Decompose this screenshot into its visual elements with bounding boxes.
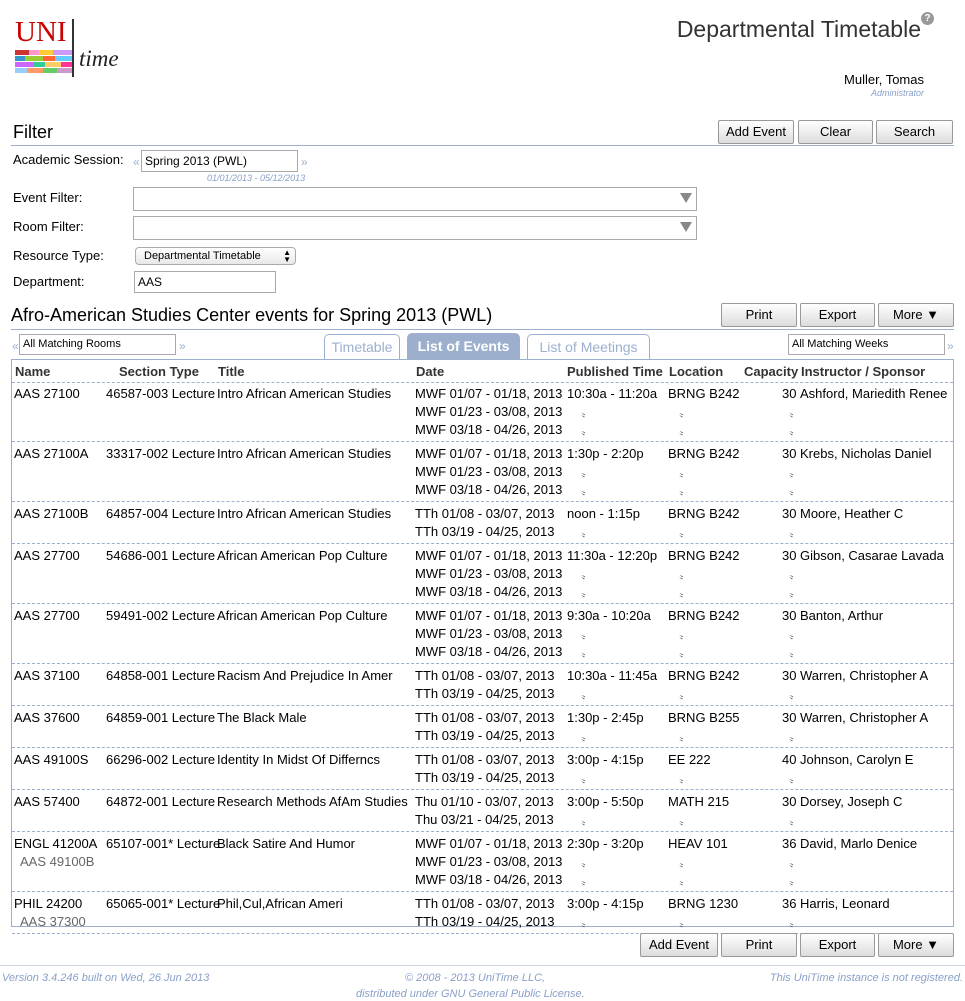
cell-section-type: 54686-001 Lecture (106, 548, 216, 563)
cell-title: Racism And Prejudice In Amer (217, 668, 393, 683)
table-row[interactable] (12, 383, 953, 442)
cell-name: AAS 27100A (14, 446, 89, 461)
ditto-mark: 〟 (581, 629, 592, 641)
add-event-label-bottom: Add Event (649, 937, 709, 952)
logo-time-text: time (79, 46, 119, 71)
table-row[interactable] (12, 791, 953, 832)
ditto-mark: 〟 (789, 485, 800, 497)
department-label: Department: (13, 274, 85, 289)
resource-type-select[interactable] (135, 247, 296, 265)
ditto-mark: 〟 (789, 731, 800, 743)
ditto-mark: 〟 (679, 917, 690, 929)
logo-divider (72, 19, 74, 77)
export-label: Export (818, 307, 857, 322)
col-section-type[interactable]: Section Type (119, 364, 199, 379)
cell-title: Research Methods AfAm Studies (217, 794, 408, 809)
table-row[interactable] (12, 833, 953, 892)
cell-time: 9:30a - 10:20a (567, 608, 651, 623)
cell-section-type: 65107-001* Lecture (106, 836, 221, 851)
cell-location: BRNG B242 (668, 668, 740, 683)
ditto-mark: 〟 (679, 407, 690, 419)
cell-section-type: 64858-001 Lecture (106, 668, 216, 683)
ditto-mark: 〟 (789, 917, 800, 929)
cell-title: Intro African American Studies (217, 386, 392, 401)
ditto-mark: 〟 (581, 467, 592, 479)
cell-date: TTh 03/19 - 04/25, 2013 (415, 914, 555, 929)
cell-location: BRNG B242 (668, 608, 740, 623)
event-filter-input[interactable] (133, 187, 697, 211)
cell-section-type: 46587-003 Lecture (106, 386, 216, 401)
cell-location: MATH 215 (668, 794, 730, 809)
ditto-mark: 〟 (679, 629, 690, 641)
session-field[interactable]: Spring 2013 (PWL) (141, 150, 298, 172)
session-dates: 01/01/2013 - 05/12/2013 (207, 173, 306, 183)
cell-date: TTh 01/08 - 03/07, 2013 (415, 896, 555, 911)
cell-time: 2:30p - 3:20p (567, 836, 644, 851)
cell-capacity: 30 (782, 710, 797, 725)
footer-registration[interactable]: This UniTime instance is not registered. (769, 972, 963, 984)
ditto-mark: 〟 (581, 527, 592, 539)
ditto-mark: 〟 (679, 467, 690, 479)
cell-date: TTh 01/08 - 03/07, 2013 (415, 506, 555, 521)
cell-instructor: Krebs, Nicholas Daniel (800, 446, 932, 461)
cell-capacity: 40 (782, 752, 797, 767)
ditto-mark: 〟 (581, 815, 592, 827)
footer-copyright[interactable]: © 2008 - 2013 UniTime LLC, (405, 972, 546, 984)
ditto-mark: 〟 (789, 425, 800, 437)
events-table (11, 359, 954, 927)
cell-time: 3:00p - 4:15p (567, 896, 644, 911)
room-filter-dropdown-icon[interactable] (680, 222, 692, 232)
session-next-arrow[interactable]: » (301, 155, 308, 169)
weeks-next-arrow[interactable]: » (947, 339, 954, 353)
cell-instructor: Warren, Christopher A (800, 668, 929, 683)
user-role: Administrator (870, 88, 924, 98)
event-filter-dropdown-icon[interactable] (680, 193, 692, 203)
ditto-mark: 〟 (581, 857, 592, 869)
cell-date: MWF 01/23 - 03/08, 2013 (415, 464, 563, 479)
cell-location: BRNG B242 (668, 548, 740, 563)
cell-location: HEAV 101 (668, 836, 728, 851)
print-button-top[interactable] (721, 303, 797, 327)
ditto-mark: 〟 (679, 425, 690, 437)
department-input[interactable]: AAS (134, 271, 276, 293)
clear-button[interactable] (798, 120, 873, 144)
add-event-label: Add Event (726, 124, 786, 139)
cell-title: African American Pop Culture (217, 548, 388, 563)
cell-capacity: 36 (782, 836, 797, 851)
rooms-select[interactable]: All Matching Rooms (19, 334, 176, 355)
cell-date: MWF 01/07 - 01/18, 2013 (415, 608, 563, 623)
cell-name: ENGL 41200A (14, 836, 98, 851)
cell-capacity: 30 (782, 668, 797, 683)
filter-header-line (11, 145, 954, 146)
cell-capacity: 30 (782, 548, 797, 563)
resource-type-value: Departmental Timetable (144, 250, 261, 262)
tab-list-of-events[interactable]: List of Events (407, 333, 520, 359)
ditto-mark: 〟 (789, 875, 800, 887)
ditto-mark: 〟 (581, 569, 592, 581)
cell-title: Phil,Cul,African Ameri (217, 896, 343, 911)
search-button[interactable] (876, 120, 953, 144)
ditto-mark: 〟 (679, 731, 690, 743)
cell-section-type: 59491-002 Lecture (106, 608, 216, 623)
cell-cross-list: AAS 37300 (20, 914, 86, 929)
ditto-mark: 〟 (581, 773, 592, 785)
cell-location: BRNG B242 (668, 506, 740, 521)
cell-section-type: 64872-001 Lecture (106, 794, 216, 809)
cell-date: MWF 03/18 - 04/26, 2013 (415, 482, 563, 497)
ditto-mark: 〟 (789, 773, 800, 785)
col-name[interactable]: Name (15, 364, 51, 379)
ditto-mark: 〟 (679, 569, 690, 581)
cell-time: 1:30p - 2:20p (567, 446, 644, 461)
cell-date: MWF 01/23 - 03/08, 2013 (415, 566, 563, 581)
table-row[interactable] (12, 503, 953, 544)
ditto-mark: 〟 (581, 647, 592, 659)
session-prev-arrow[interactable]: « (133, 155, 140, 169)
cell-date: MWF 03/18 - 04/26, 2013 (415, 422, 563, 437)
cell-instructor: Gibson, Casarae Lavada (800, 548, 944, 563)
clear-label: Clear (819, 124, 852, 139)
ditto-mark: 〟 (581, 917, 592, 929)
cell-date: MWF 03/18 - 04/26, 2013 (415, 644, 563, 659)
cell-name: AAS 49100S (14, 752, 89, 767)
cell-location: BRNG 1230 (668, 896, 739, 911)
cell-date: MWF 01/23 - 03/08, 2013 (415, 854, 563, 869)
ditto-mark: 〟 (789, 689, 800, 701)
cell-time: 3:00p - 4:15p (567, 752, 644, 767)
more-button-top[interactable] (878, 303, 954, 327)
cell-date: TTh 03/19 - 04/25, 2013 (415, 770, 555, 785)
ditto-mark: 〟 (679, 773, 690, 785)
cell-capacity: 30 (782, 446, 797, 461)
cell-instructor: Warren, Christopher A (800, 710, 929, 725)
ditto-mark: 〟 (679, 689, 690, 701)
cell-date: MWF 01/07 - 01/18, 2013 (415, 548, 563, 563)
cell-section-type: 64859-001 Lecture (106, 710, 216, 725)
ditto-mark: 〟 (789, 629, 800, 641)
cell-date: Thu 01/10 - 03/07, 2013 (415, 794, 554, 809)
export-button-top[interactable] (800, 303, 875, 327)
select-updown-icon: ▲ ▼ (283, 248, 291, 264)
ditto-mark: 〟 (679, 587, 690, 599)
cell-location: EE 222 (668, 752, 711, 767)
search-label: Search (893, 124, 936, 139)
print-button-bottom[interactable] (721, 933, 797, 957)
weeks-select[interactable]: All Matching Weeks (788, 334, 945, 355)
logo-uni-text: UNI (15, 16, 67, 48)
ditto-mark: 〟 (789, 527, 800, 539)
cell-time: 11:30a - 12:20p (567, 548, 658, 563)
unitime-logo[interactable] (13, 16, 123, 78)
table-row[interactable] (12, 707, 953, 748)
cell-title: Intro African American Studies (217, 446, 392, 461)
cell-time: 10:30a - 11:20a (567, 386, 658, 401)
ditto-mark: 〟 (581, 485, 592, 497)
ditto-mark: 〟 (789, 857, 800, 869)
ditto-mark: 〟 (789, 467, 800, 479)
table-row[interactable] (12, 749, 953, 790)
cell-date: MWF 01/23 - 03/08, 2013 (415, 626, 563, 641)
ditto-mark: 〟 (581, 407, 592, 419)
footer-license[interactable]: distributed under GNU General Public License. (356, 988, 585, 1000)
cell-name: AAS 27700 (14, 608, 80, 623)
tab-list-of-meetings[interactable]: List of Meetings (527, 334, 650, 359)
ditto-mark: 〟 (679, 527, 690, 539)
cell-name: PHIL 24200 (14, 896, 83, 911)
cell-date: TTh 03/19 - 04/25, 2013 (415, 686, 555, 701)
cell-instructor: Moore, Heather C (800, 506, 904, 521)
cell-date: TTh 01/08 - 03/07, 2013 (415, 752, 555, 767)
ditto-mark: 〟 (789, 569, 800, 581)
cell-time: noon - 1:15p (567, 506, 641, 521)
col-location[interactable]: Location (669, 364, 724, 379)
ditto-mark: 〟 (679, 857, 690, 869)
print-label: Print (745, 307, 773, 322)
table-row[interactable] (12, 545, 953, 604)
ditto-mark: 〟 (679, 815, 690, 827)
cell-instructor: Dorsey, Joseph C (800, 794, 903, 809)
cell-capacity: 30 (782, 794, 797, 809)
ditto-mark: 〟 (789, 407, 800, 419)
footer-line (0, 965, 965, 966)
cell-date: MWF 01/07 - 01/18, 2013 (415, 836, 563, 851)
cell-location: BRNG B242 (668, 446, 740, 461)
results-header-line (11, 329, 954, 330)
ditto-mark: 〟 (789, 647, 800, 659)
table-row[interactable] (12, 443, 953, 502)
cell-name: AAS 57400 (14, 794, 80, 809)
cell-title: Intro African American Studies (217, 506, 392, 521)
session-label: Academic Session: (13, 152, 124, 167)
cell-instructor: Johnson, Carolyn E (800, 752, 914, 767)
table-row[interactable] (12, 605, 953, 664)
cell-date: MWF 01/07 - 01/18, 2013 (415, 446, 563, 461)
event-filter-label: Event Filter: (13, 190, 83, 205)
ditto-mark: 〟 (581, 587, 592, 599)
cell-instructor: David, Marlo Denice (800, 836, 918, 851)
add-event-button[interactable] (718, 120, 794, 144)
user-name[interactable]: Muller, Tomas (844, 72, 924, 87)
cell-title: The Black Male (217, 710, 307, 725)
cell-capacity: 30 (782, 386, 797, 401)
cell-section-type: 65065-001* Lecture (106, 896, 221, 911)
room-filter-label: Room Filter: (13, 219, 84, 234)
cell-instructor: Banton, Arthur (800, 608, 884, 623)
resource-type-label: Resource Type: (13, 248, 104, 263)
print-label-bottom: Print (745, 937, 773, 952)
cell-cross-list: AAS 49100B (20, 854, 95, 869)
cell-capacity: 30 (782, 608, 797, 623)
table-row[interactable] (12, 893, 953, 934)
cell-time: 1:30p - 2:45p (567, 710, 644, 725)
cell-date: TTh 03/19 - 04/25, 2013 (415, 728, 555, 743)
cell-title: Identity In Midst Of Differncs (217, 752, 381, 767)
cell-capacity: 30 (782, 506, 797, 521)
cell-instructor: Ashford, Mariedith Renee (800, 386, 948, 401)
table-row[interactable] (12, 665, 953, 706)
rooms-prev-arrow[interactable]: « (12, 339, 19, 353)
ditto-mark: 〟 (581, 425, 592, 437)
room-filter-input[interactable] (133, 216, 697, 240)
cell-location: BRNG B242 (668, 386, 740, 401)
col-instructor[interactable]: Instructor / Sponsor (801, 364, 926, 379)
col-title[interactable]: Title (218, 364, 245, 379)
logo-grid-icon (15, 50, 73, 74)
footer-version: Version 3.4.246 built on Wed, 26 Jun 2013 (2, 972, 210, 984)
cell-date: MWF 03/18 - 04/26, 2013 (415, 872, 563, 887)
cell-section-type: 66296-002 Lecture (106, 752, 216, 767)
cell-name: AAS 37600 (14, 710, 80, 725)
cell-name: AAS 37100 (14, 668, 80, 683)
cell-date: TTh 01/08 - 03/07, 2013 (415, 668, 555, 683)
help-icon[interactable]: ? (921, 12, 934, 25)
cell-location: BRNG B255 (668, 710, 740, 725)
ditto-mark: 〟 (581, 731, 592, 743)
cell-title: African American Pop Culture (217, 608, 388, 623)
ditto-mark: 〟 (789, 815, 800, 827)
cell-name: AAS 27700 (14, 548, 80, 563)
ditto-mark: 〟 (679, 875, 690, 887)
ditto-mark: 〟 (679, 647, 690, 659)
cell-time: 3:00p - 5:50p (567, 794, 644, 809)
rooms-next-arrow[interactable]: » (179, 339, 186, 353)
col-capacity[interactable]: Capacity (744, 364, 799, 379)
cell-date: MWF 03/18 - 04/26, 2013 (415, 584, 563, 599)
more-label: More ▼ (892, 307, 940, 322)
cell-name: AAS 27100B (14, 506, 89, 521)
cell-date: TTh 03/19 - 04/25, 2013 (415, 524, 555, 539)
add-event-button-bottom[interactable] (640, 933, 718, 957)
ditto-mark: 〟 (581, 689, 592, 701)
cell-date: MWF 01/07 - 01/18, 2013 (415, 386, 563, 401)
cell-name: AAS 27100 (14, 386, 80, 401)
cell-time: 10:30a - 11:45a (567, 668, 658, 683)
col-published-time[interactable]: Published Time (567, 364, 663, 379)
ditto-mark: 〟 (789, 587, 800, 599)
export-button-bottom[interactable] (800, 933, 875, 957)
page-title: Departmental Timetable (676, 16, 921, 42)
results-header: Afro-American Studies Center events for Spring 2013 (PWL) (11, 305, 493, 325)
cell-title: Black Satire And Humor (217, 836, 356, 851)
cell-instructor: Harris, Leonard (800, 896, 890, 911)
cell-section-type: 64857-004 Lecture (106, 506, 216, 521)
ditto-mark: 〟 (581, 875, 592, 887)
cell-date: Thu 03/21 - 04/25, 2013 (415, 812, 554, 827)
more-button-bottom[interactable] (878, 933, 954, 957)
tab-timetable[interactable]: Timetable (324, 334, 400, 359)
cell-date: TTh 01/08 - 03/07, 2013 (415, 710, 555, 725)
cell-section-type: 33317-002 Lecture (106, 446, 216, 461)
more-label-bottom: More ▼ (892, 937, 940, 952)
ditto-mark: 〟 (679, 485, 690, 497)
cell-date: MWF 01/23 - 03/08, 2013 (415, 404, 563, 419)
export-label-bottom: Export (818, 937, 857, 952)
filter-header: Filter (13, 122, 53, 142)
cell-capacity: 36 (782, 896, 797, 911)
col-date[interactable]: Date (416, 364, 445, 379)
